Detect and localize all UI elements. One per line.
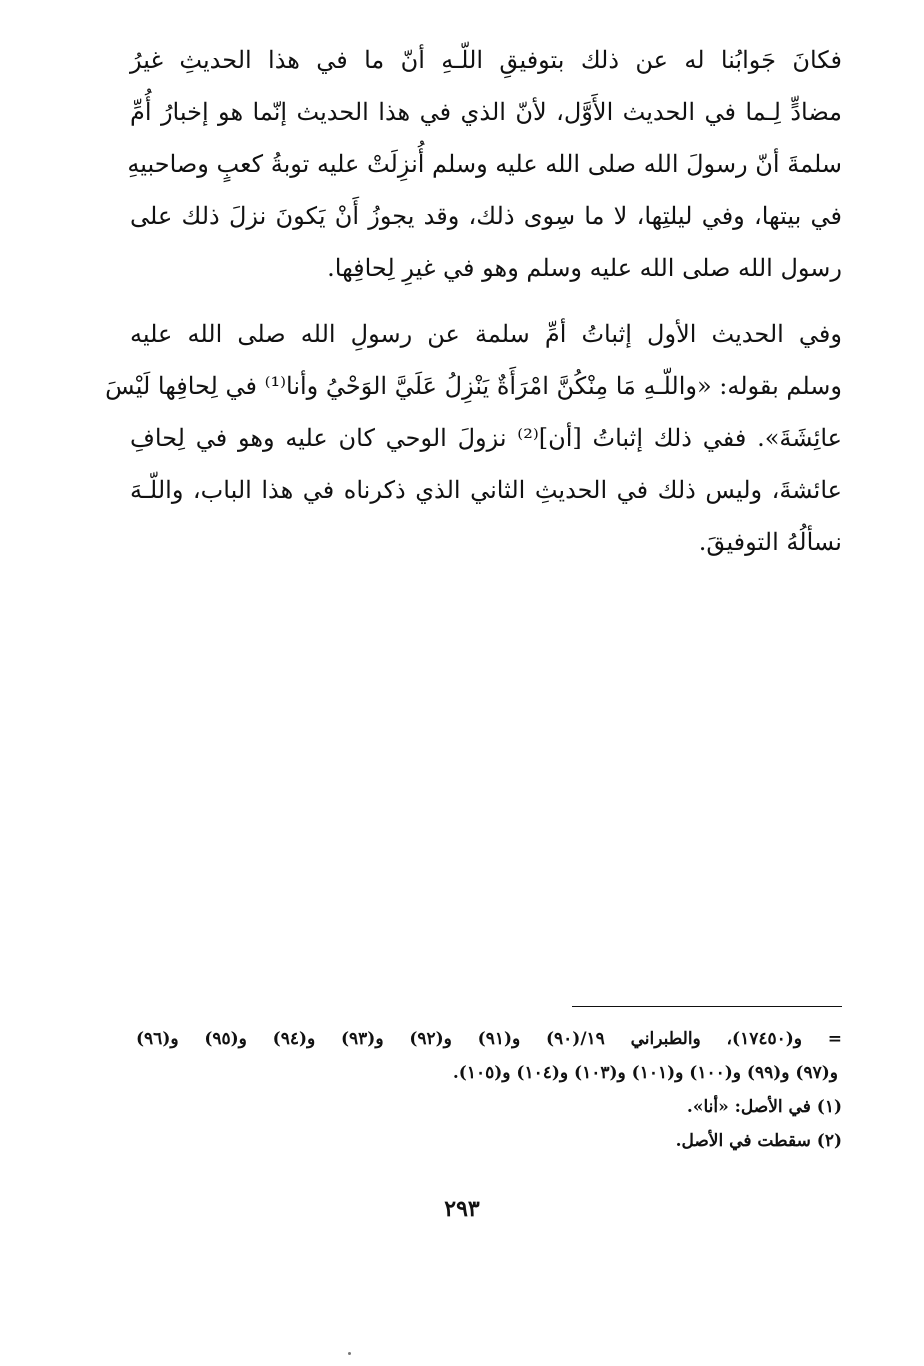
text-line: في بيتها، وفي ليلتِها، لا ما سِوى ذلك، وقد يجوزُ أَنْ يَكونَ نزلَ ذلك على	[130, 202, 842, 230]
text-line: نسألُهُ التوفيقَ.	[698, 528, 842, 556]
scan-speck	[348, 1352, 351, 1355]
text-line: مضادٍّ لِـما في الحديث الأَوَّل، لأنّ الذي في هذا الحديث إنّما هو إخبارُ أُمِّ	[130, 98, 842, 126]
text-line: عائِشَةَ». ففي ذلك إثباتُ [أن]⁽²⁾ نزولَ الوحي كان عليه وهو في لِحافِ	[130, 424, 842, 452]
text-line: فكانَ جَوابُنا له عن ذلك بتوفيقِ اللّـهِ أنّ ما في هذا الحديثِ غيرُ	[130, 46, 842, 74]
text-line: عائشةَ، وليس ذلك في الحديثِ الثاني الذي ذكرناه في هذا الباب، واللّـهَ	[130, 476, 842, 504]
footnote-2: (٢) سقطت في الأصل.	[675, 1131, 842, 1151]
paragraph-1	[127, 34, 842, 294]
footnote-1: (١) في الأصل: «أنا».	[686, 1097, 842, 1117]
footnote-continuation: = و(١٧٤٥٠)، والطبراني ١٩/(٩٠) و(٩١) و(٩٢) و(٩٣) و(٩٤) و(٩٥) و(٩٦)	[136, 1029, 842, 1049]
footnotes	[136, 1022, 842, 1158]
text-line: سلمةَ أنّ رسولَ الله صلى الله عليه وسلم أُنزِلَتْ عليه توبةُ كعبٍ وصاحبيهِ	[127, 150, 842, 178]
paragraph-2	[105, 308, 842, 568]
text-line: وسلم بقوله: «واللّـهِ مَا مِنْكُنَّ امْرَأَةٌ يَنْزِلُ عَلَيَّ الوَحْيُ وأنا⁽¹⁾ في لِحافِها لَيْسَ	[105, 372, 842, 400]
footnote-separator	[572, 1006, 842, 1007]
main-text	[105, 34, 842, 582]
text-line: وفي الحديث الأول إثباتُ أمِّ سلمة عن رسولِ الله صلى الله عليه	[130, 320, 842, 348]
page-number: ٢٩٣	[444, 1196, 480, 1222]
footnote-continuation: و(٩٧) و(٩٩) و(١٠٠) و(١٠١) و(١٠٣) و(١٠٤) و(١٠٥).	[452, 1063, 838, 1083]
text-line: رسول الله صلى الله عليه وسلم وهو في غيرِ لِحافِها.	[327, 254, 842, 282]
